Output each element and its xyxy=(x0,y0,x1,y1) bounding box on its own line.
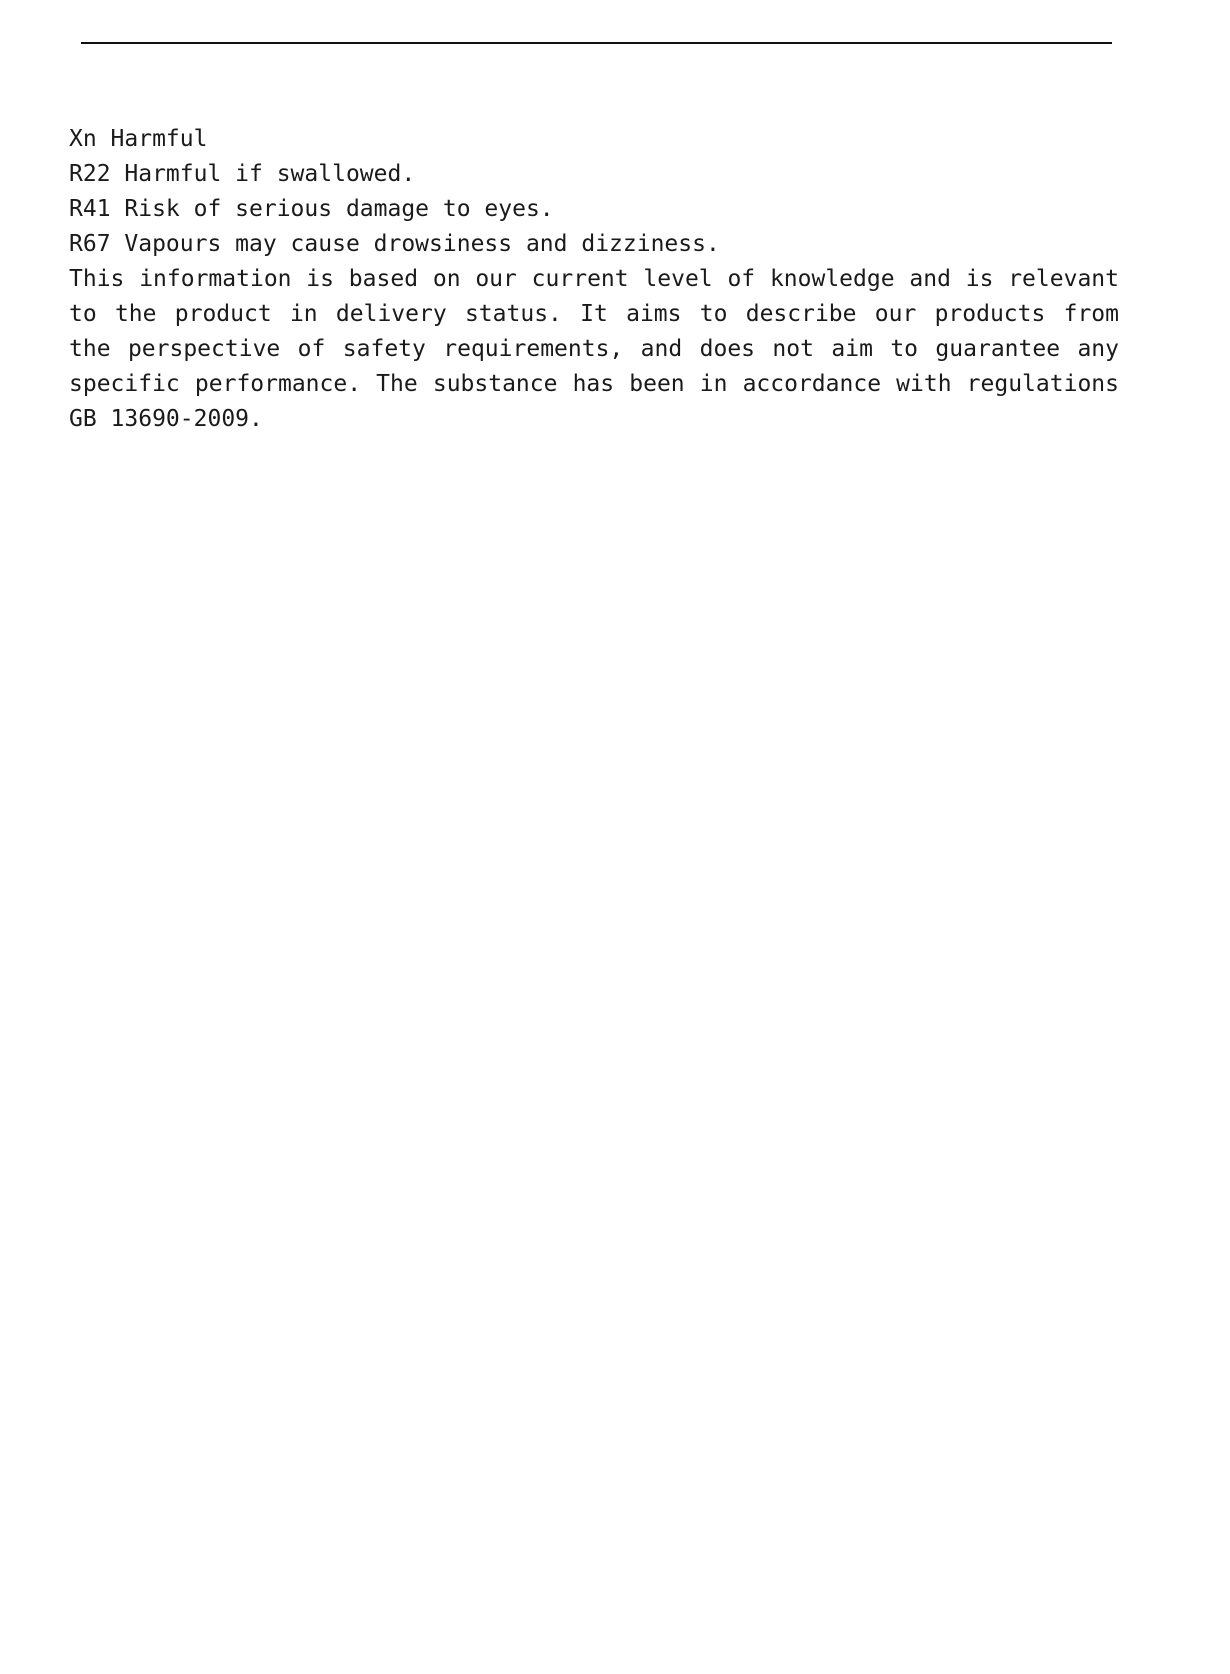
risk-phrase-r22: R22 Harmful if swallowed. xyxy=(69,161,416,187)
document-body xyxy=(69,122,1119,437)
risk-phrase-r41: R41 Risk of serious damage to eyes. xyxy=(69,196,554,222)
header-rule xyxy=(81,42,1112,44)
risk-phrase-r67: R67 Vapours may cause drowsiness and dizziness. xyxy=(69,231,720,257)
disclaimer-paragraph: This information is based on our current level of knowledge and is relevant to the product in delivery status. It aims to describe our products from the perspective of safety requirements, and does not aim to guarantee any specific performance. The substance has been in accordance with regulations GB 13690-2009. xyxy=(69,266,1119,432)
hazard-symbol-line: Xn Harmful xyxy=(69,126,208,152)
